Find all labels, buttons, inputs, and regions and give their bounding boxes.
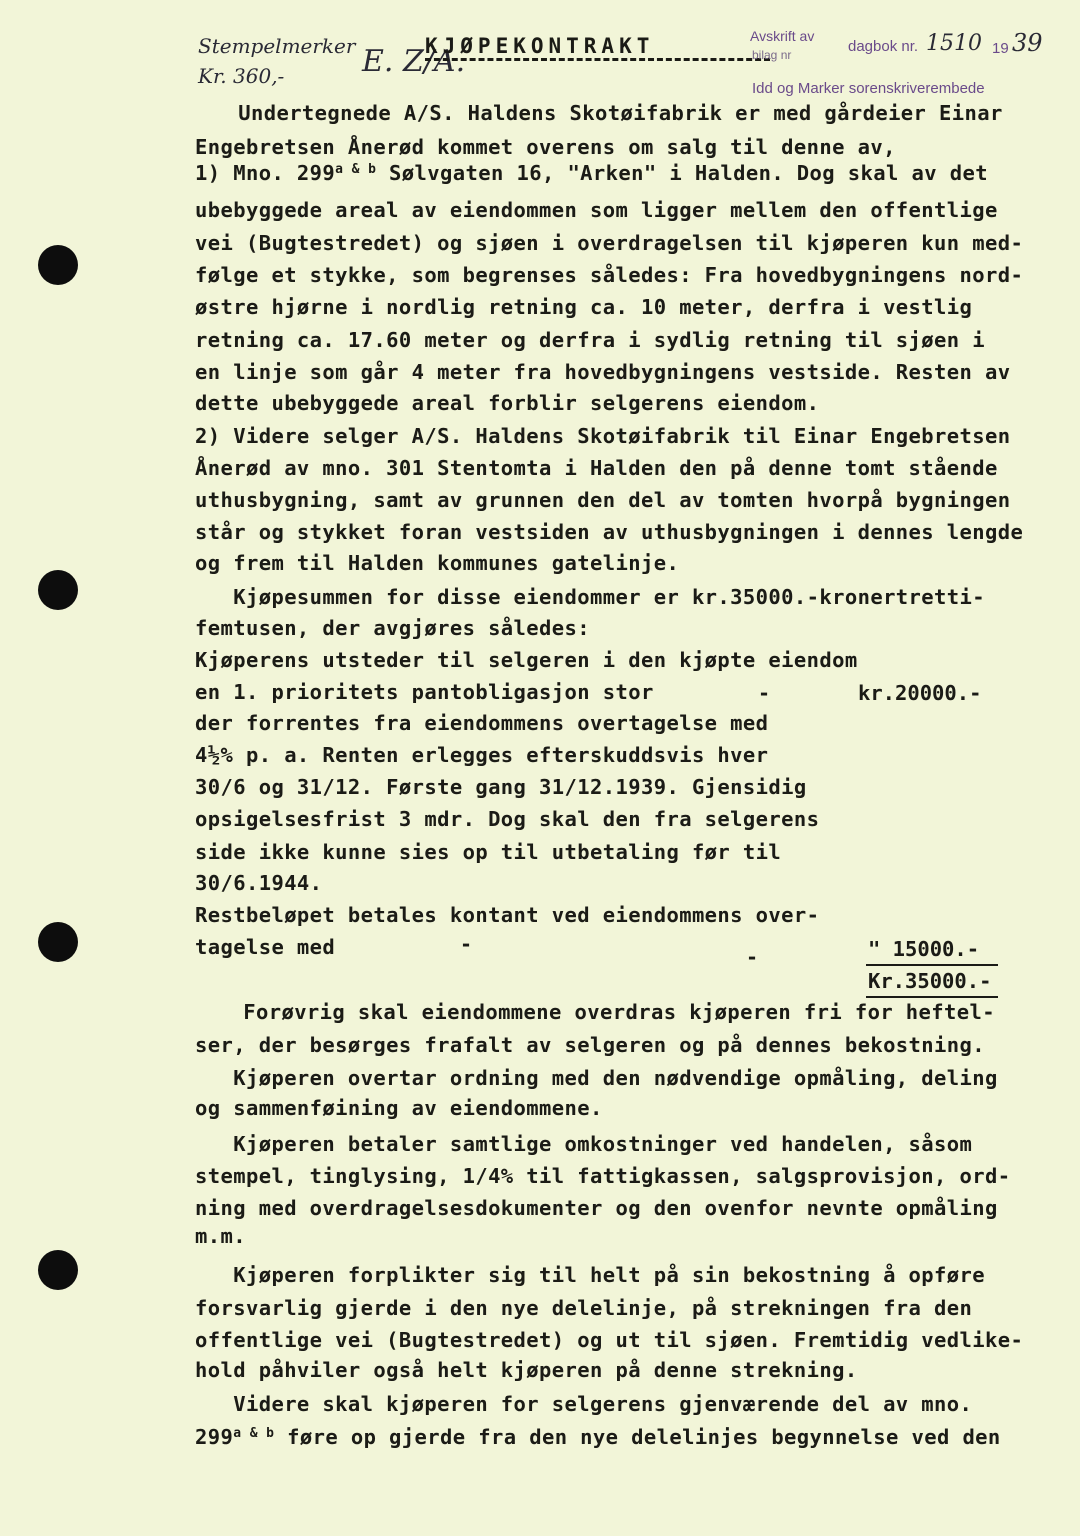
contract-line (195, 745, 1035, 766)
contract-line (195, 1394, 1035, 1415)
registry-stamp-dagbok: dagbok nr. (848, 38, 919, 55)
contract-line (195, 265, 1035, 286)
line-text: opsigelsesfrist 3 mdr. Dog skal den fra selgerens (195, 807, 820, 831)
contract-line (195, 1427, 1035, 1448)
contract-line (195, 200, 1035, 221)
contract-line (195, 393, 1035, 414)
line-text: Undertegnede A/S. Haldens Skotøifabrik er med gårdeier Einar (200, 101, 1003, 125)
contract-line (195, 522, 1035, 543)
contract-line (195, 873, 1035, 894)
contract-line (195, 1035, 1035, 1056)
contract-line (195, 1166, 1035, 1187)
line-text-continued: føre op gjerde fra den nye delelinjes begynnelse ved den (274, 1425, 1001, 1449)
title-underline (425, 58, 770, 61)
handwritten-stamp-amount: Kr. 360,- (198, 64, 285, 88)
dash-mark-3: - (746, 945, 759, 969)
punch-hole-4 (38, 1250, 78, 1290)
line-text: retning ca. 17.60 meter og derfra i sydlig retning til sjøen i (195, 328, 986, 352)
contract-line (195, 1360, 1035, 1381)
contract-line (195, 809, 1035, 830)
registry-stamp-small: bilag nr (752, 48, 792, 62)
line-text: 30/6 og 31/12. Første gang 31/12.1939. Gjensidig (195, 775, 807, 799)
total-amount: Kr.35000.- (868, 969, 992, 993)
line-text-continued: Sølvgaten 16, "Arken" i Halden. Dog skal av det (376, 161, 988, 185)
line-text: vei (Bugtestredet) og sjøen i overdragelsen til kjøperen kun med- (195, 231, 1024, 255)
contract-line (195, 618, 1035, 639)
line-text: og sammenføining av eiendommene. (195, 1096, 603, 1120)
contract-line (195, 1330, 1035, 1351)
contract-line (205, 1002, 1045, 1023)
line-text: stempel, tinglysing, 1/4% til fattigkassen, salgsprovisjon, ord- (195, 1164, 1011, 1188)
document-title: KJØPEKONTRAKT (425, 34, 655, 58)
line-text: Engebretsen Ånerød kommet overens om salg til denne av, (195, 135, 896, 159)
contract-line (195, 777, 1035, 798)
line-text: ser, der besørges frafalt av selgeren og på dennes bekostning. (195, 1033, 986, 1057)
line-text: 299 (195, 1425, 234, 1449)
line-text: østre hjørne i nordlig retning ca. 10 meter, derfra i vestlig (195, 295, 973, 319)
contract-line (195, 330, 1035, 351)
line-text: m.m. (195, 1224, 246, 1248)
line-text: en linje som går 4 meter fra hovedbygningens vestside. Resten av (195, 360, 1011, 384)
line-text: forsvarlig gjerde i den nye delelinje, på strekningen fra den (195, 1296, 973, 1320)
registry-year-hand: 39 (1012, 29, 1043, 57)
line-text: der forrentes fra eiendommens overtagelse med (195, 711, 769, 735)
line-text: 4½% p. a. Renten erlegges efterskuddsvis hver (195, 743, 769, 767)
contract-line (195, 163, 1035, 184)
handwritten-initials: E. Z/A. (362, 44, 466, 79)
line-text: offentlige vei (Bugtestredet) og ut til sjøen. Fremtidig vedlike- (195, 1328, 1024, 1352)
line-text: og frem til Halden kommunes gatelinje. (195, 551, 680, 575)
contract-line (195, 233, 1035, 254)
line-text: 2) Videre selger A/S. Haldens Skotøifabrik til Einar Engebretsen (195, 424, 1011, 448)
punch-hole-1 (38, 245, 78, 285)
line-text: Forøvrig skal eiendommene overdras kjøperen fri for heftel- (205, 1000, 996, 1024)
line-text: Videre skal kjøperen for selgerens gjenværende del av mno. (195, 1392, 973, 1416)
contract-line (195, 1265, 1035, 1286)
contract-line (195, 553, 1035, 574)
line-text: Kjøperen forplikter sig til helt på sin bekostning å opføre (195, 1263, 986, 1287)
registry-office: Idd og Marker sorenskriverembede (752, 80, 985, 97)
line-text: en 1. prioritets pantobligasjon stor (195, 680, 654, 704)
contract-line (195, 842, 1035, 863)
contract-line (195, 587, 1035, 608)
line-text: Kjøperens utsteder til selgeren i den kjøpte eiendom (195, 648, 858, 672)
remaining-amount: " 15000.- (868, 937, 980, 961)
line-text: Restbeløpet betales kontant ved eiendommens over- (195, 903, 820, 927)
line-text: dette ubebyggede areal forblir selgerens eiendom. (195, 391, 820, 415)
line-text: side ikke kunne sies op til utbetaling før til (195, 840, 782, 864)
total-underline (866, 996, 998, 998)
contract-line (195, 1068, 1035, 1089)
contract-line (195, 458, 1035, 479)
contract-line (195, 1134, 1035, 1155)
line-text: Ånerød av mno. 301 Stentomta i Halden den på denne tomt stående (195, 456, 998, 480)
registry-stamp-label: Avskrift av (750, 28, 815, 44)
contract-line (195, 1198, 1035, 1219)
handwritten-stamp-note: Stempelmerker (198, 34, 356, 58)
line-text: står og stykket foran vestsiden av uthusbygningen i dennes lengde (195, 520, 1024, 544)
line-text: Kjøperen betaler samtlige omkostninger ved handelen, såsom (195, 1132, 973, 1156)
registry-year-prefix: 19 (992, 40, 1009, 57)
contract-line (195, 1226, 1035, 1247)
punch-hole-3 (38, 922, 78, 962)
dash-mark-2: - (460, 932, 473, 956)
line-text: Kjøpesummen for disse eiendommer er kr.35000.-kronertretti- (195, 585, 986, 609)
contract-line (195, 713, 1035, 734)
dash-mark-1: - (758, 681, 771, 705)
line-text: hold påhviler også helt kjøperen på denne strekning. (195, 1358, 858, 1382)
first-mortgage-amount: kr.20000.- (858, 681, 982, 705)
line-text: femtusen, der avgjøres således: (195, 616, 591, 640)
contract-line (195, 137, 1035, 158)
punch-hole-2 (38, 570, 78, 610)
contract-line (195, 1298, 1035, 1319)
line-text: ning med overdragelsesdokumenter og den ovenfor nevnte opmåling (195, 1196, 998, 1220)
contract-line (195, 362, 1035, 383)
line-text: uthusbygning, samt av grunnen den del av tomten hvorpå bygningen (195, 488, 1011, 512)
line-text: følge et stykke, som begrenses således: Fra hovedbygningens nord- (195, 263, 1024, 287)
contract-line (200, 103, 1040, 124)
contract-line (195, 297, 1035, 318)
sum-underline (866, 964, 998, 966)
line-text: 30/6.1944. (195, 871, 323, 895)
contract-line (195, 426, 1035, 447)
contract-line (195, 650, 1035, 671)
contract-line (195, 905, 1035, 926)
registry-number: 1510 (926, 31, 982, 56)
parcel-superscript: a & b (233, 1426, 275, 1441)
line-text: tagelse med (195, 935, 336, 959)
line-text: 1) Mno. 299 (195, 161, 336, 185)
line-text: Kjøperen overtar ordning med den nødvendige opmåling, deling (195, 1066, 998, 1090)
contract-line (195, 490, 1035, 511)
contract-line (195, 1098, 1035, 1119)
line-text: ubebyggede areal av eiendommen som ligger mellem den offentlige (195, 198, 998, 222)
parcel-superscript: a & b (335, 162, 377, 177)
